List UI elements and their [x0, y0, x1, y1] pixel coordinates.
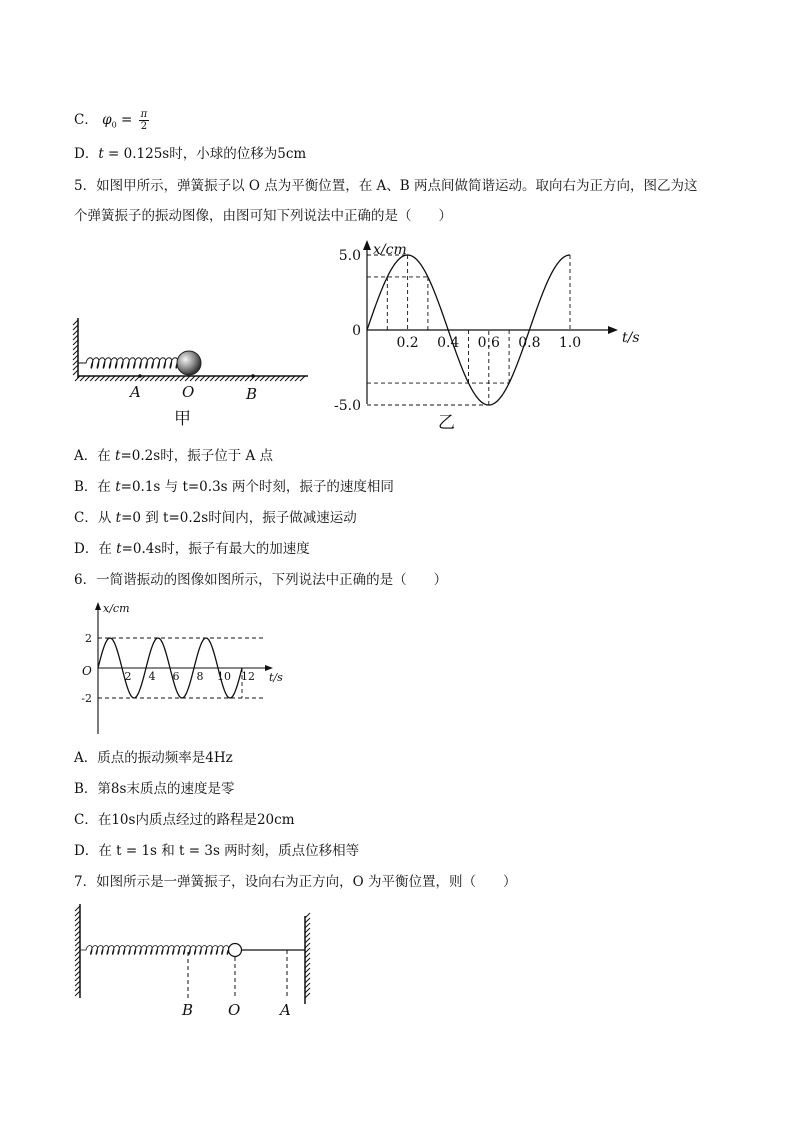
- equals-sign: =: [120, 112, 133, 128]
- ball: [229, 944, 242, 957]
- y-tick-label: 0: [352, 323, 361, 339]
- hatch-mark: [305, 913, 310, 918]
- option-variable: t: [115, 448, 121, 464]
- label-a: A: [280, 1001, 291, 1019]
- option-label: D．: [74, 843, 99, 859]
- option-text: 从: [97, 510, 116, 526]
- x-tick-label: 0.6: [477, 335, 500, 351]
- fraction-numerator: π: [140, 109, 148, 120]
- spring: [78, 358, 178, 369]
- x-tick-label: 10: [217, 670, 231, 683]
- y-axis-label: x/cm: [373, 242, 407, 258]
- label-o: O: [182, 383, 195, 401]
- label-b: B: [246, 385, 258, 403]
- option-text: 在: [97, 479, 116, 495]
- y-tick-label: -5.0: [334, 398, 361, 414]
- q6-option-c: [74, 811, 295, 829]
- option-text: = 0.125s时，小球的位移为5cm: [103, 146, 307, 162]
- x-tick-label: 12: [241, 670, 255, 683]
- q5-option-b: [74, 478, 394, 496]
- q7-spring-figure: [70, 898, 320, 1023]
- option-text: 质点的振动频率是4Hz: [97, 750, 233, 766]
- fraction: [139, 109, 150, 132]
- x-tick-label: 2: [124, 670, 132, 683]
- q6-option-b: [74, 780, 234, 798]
- x-tick-label: 1.0: [558, 335, 582, 351]
- q7-stem: 7．如图所示是一弹簧振子，设向右为正方向，O 为平衡位置，则（ ）: [74, 874, 517, 890]
- y-tick-label: 5.0: [338, 248, 361, 264]
- option-label: B．: [74, 479, 98, 495]
- option-text: 在 t = 1s 和 t = 3s 两时刻，质点位移相等: [98, 843, 360, 859]
- y-tick-label: 2: [85, 632, 92, 645]
- q6-option-d: [74, 842, 359, 860]
- spring-coil: [80, 946, 229, 955]
- option-text: 第8s末质点的速度是零: [97, 781, 235, 797]
- option-label: C．: [74, 510, 98, 526]
- q5-option-d: [74, 540, 310, 558]
- option-text: 在10s内质点经过的路程是20cm: [97, 812, 295, 828]
- origin-label: O: [82, 664, 92, 678]
- option-variable: t: [115, 479, 121, 495]
- option-label: C．: [74, 812, 98, 828]
- caption-jia: 甲: [174, 409, 191, 429]
- option-text: =0.1s 与 t=0.3s 两个时刻，振子的速度相同: [120, 479, 394, 495]
- x-tick-label: 6: [172, 670, 180, 683]
- label-a: A: [130, 383, 141, 401]
- x-tick-label: 0.2: [396, 335, 419, 351]
- option-label: C．: [74, 112, 98, 128]
- phi-subscript: 0: [111, 120, 117, 130]
- q5-stem-line2: 个弹簧振子的振动图像，由图可知下列说法中正确的是（ ）: [74, 208, 452, 224]
- option-text: 在: [97, 448, 116, 464]
- x-axis-label: t/s: [622, 330, 640, 346]
- option-variable: t: [116, 541, 122, 557]
- option-variable: t: [115, 510, 122, 526]
- x-tick-label: 0.8: [518, 335, 541, 351]
- option-text: 在: [98, 541, 117, 557]
- option-text: =0.2s时，振子位于 A 点: [120, 448, 274, 464]
- label-o: O: [228, 1001, 241, 1019]
- q6-graph: [78, 598, 298, 738]
- x-tick-label: 0.4: [437, 335, 460, 351]
- x-tick-label: 4: [148, 670, 156, 683]
- q6-option-a: [74, 749, 233, 767]
- point-b-dot: [251, 374, 255, 378]
- phi-symbol: φ: [102, 112, 112, 128]
- option-text: =0.4s时，振子有最大的加速度: [121, 541, 310, 557]
- option-label: A．: [74, 448, 98, 464]
- q6-stem: 6．一简谐振动的图像如图所示，下列说法中正确的是（ ）: [74, 572, 448, 588]
- y-axis-arrow: [363, 240, 371, 250]
- spring-figure-jia: [70, 310, 320, 430]
- option-label: A．: [74, 750, 98, 766]
- option-label: B．: [74, 781, 98, 797]
- option-label: D．: [74, 541, 99, 557]
- x-tick-label: 8: [196, 670, 204, 683]
- point-a-dot: [138, 374, 142, 378]
- ball: [177, 351, 201, 375]
- y-axis-arrow: [95, 602, 101, 610]
- q5-stem-line1: 5．如图甲所示，弹簧振子以 O 点为平衡位置，在 A、B 两点间做简谐运动。取向右为正方向，图乙为这: [74, 178, 698, 194]
- caption-yi: 乙: [438, 413, 455, 433]
- x-axis-arrow: [608, 326, 618, 334]
- q5-option-c: [74, 509, 357, 527]
- tick-labels: [334, 248, 581, 414]
- option-c-prev: [74, 109, 149, 135]
- option-d-prev: [74, 145, 306, 163]
- y-axis-label: x/cm: [103, 602, 130, 615]
- option-label: D．: [74, 146, 99, 162]
- vibration-graph-yi: [330, 238, 650, 438]
- fraction-denominator: 2: [140, 121, 148, 132]
- option-variable: t: [98, 146, 104, 162]
- x-axis-label: t/s: [269, 671, 283, 684]
- label-b: B: [182, 1001, 194, 1019]
- q5-option-a: [74, 447, 273, 465]
- spring: [80, 946, 229, 955]
- option-text: =0 到 t=0.2s时间内，振子做减速运动: [121, 510, 357, 526]
- spring-coil: [78, 358, 178, 369]
- y-tick-label: -2: [81, 692, 92, 705]
